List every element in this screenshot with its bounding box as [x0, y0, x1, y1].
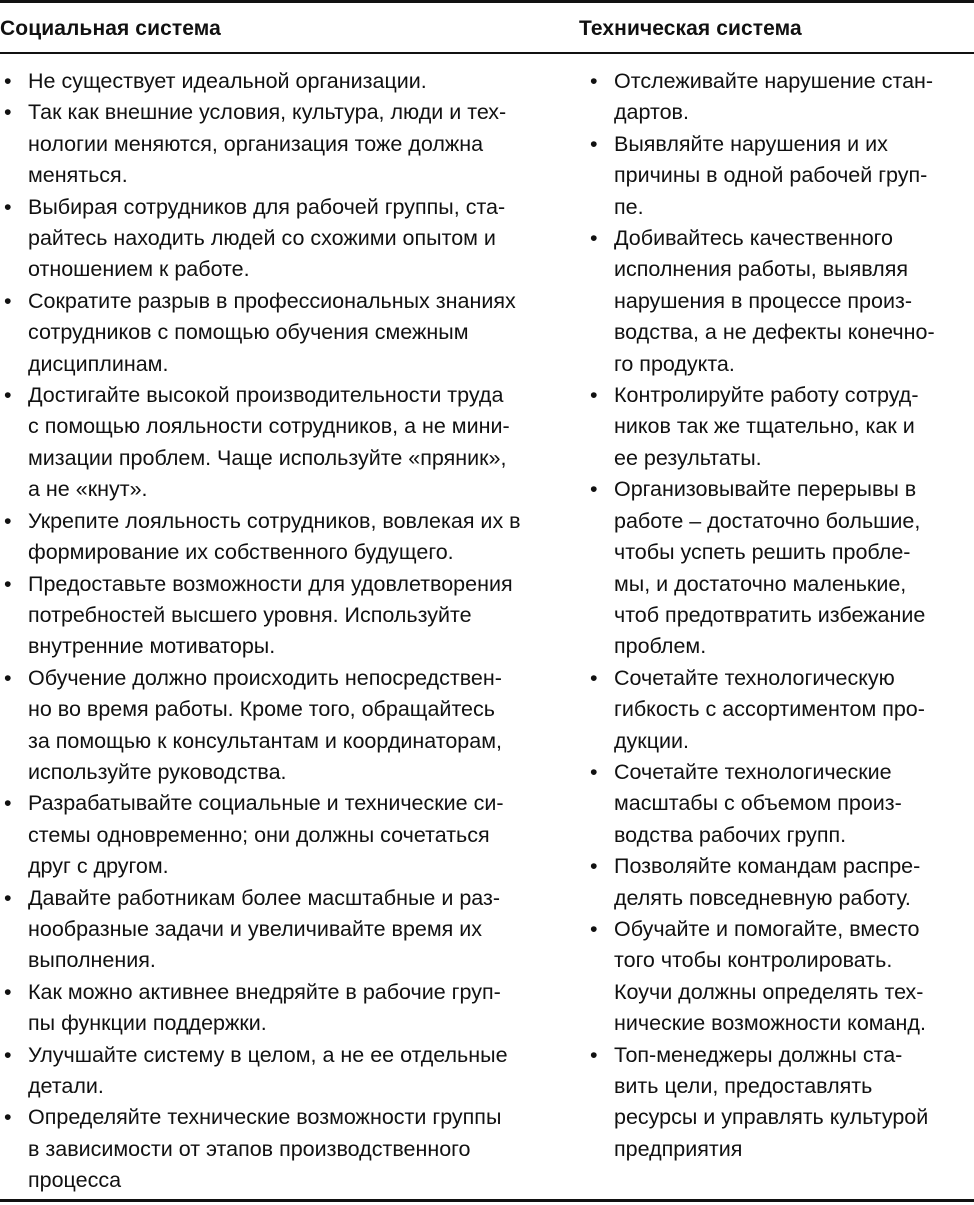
- bullet-icon: •: [4, 383, 12, 408]
- technical-list-item-text: Топ-менеджеры должны ста- вить цели, предоставлять ресурсы и управлять культурой предприятия: [614, 1042, 929, 1161]
- technical-list-item: [586, 380, 974, 474]
- table-top-rule: [0, 0, 974, 3]
- social-list-item: [0, 66, 578, 97]
- bullet-icon: •: [590, 131, 598, 156]
- social-list-item-text: Улучшайте систему в целом, а не ее отдельные детали.: [28, 1042, 508, 1098]
- social-list-item-text: Сократите разрыв в профессиональных знаниях сотрудников с помощью обучения смежным дисциплинам.: [28, 288, 516, 376]
- technical-list-item-text: Отслеживайте нарушение стан- дартов.: [614, 69, 934, 125]
- technical-list-item: [586, 129, 974, 223]
- social-list-item: [0, 569, 578, 663]
- social-list-item: [0, 506, 578, 569]
- social-list-item-text: Как можно активнее внедряйте в рабочие груп- пы функции поддержки.: [28, 979, 501, 1036]
- technical-list-item-text: Обучайте и помогайте, вместо того чтобы контролировать. Коучи должны определять тех- нические возможности команд.: [614, 916, 926, 1036]
- bullet-icon: •: [590, 226, 598, 251]
- table-bottom-rule: [0, 1199, 974, 1202]
- social-list-item-text: Так как внешние условия, культура, люди и тех- нологии меняются, организация тоже должна меняться.: [28, 100, 507, 188]
- social-list-item: [0, 1102, 578, 1196]
- social-list-item-text: Разрабатывайте социальные и технические си- стемы одновременно; они должны сочетаться друг с другом.: [28, 791, 504, 879]
- technical-list-item: [586, 1040, 974, 1166]
- bullet-icon: •: [4, 571, 12, 596]
- technical-list-item-text: Позволяйте командам распре- делять повседневную работу.: [614, 854, 921, 910]
- bullet-icon: •: [590, 854, 598, 879]
- bullet-icon: •: [4, 885, 12, 910]
- social-list-item-text: Не существует идеальной организации.: [28, 69, 427, 93]
- technical-list-item: [586, 851, 974, 914]
- social-list-item: [0, 380, 578, 506]
- header-divider-rule: [0, 52, 974, 54]
- bullet-icon: •: [4, 288, 12, 313]
- social-list-item: [0, 788, 578, 882]
- social-list-item: [0, 1040, 578, 1103]
- technical-list-item: [586, 663, 974, 757]
- social-list-item: [0, 192, 578, 286]
- bullet-icon: •: [4, 194, 12, 219]
- social-list-item: [0, 977, 578, 1040]
- technical-system-list: [586, 66, 974, 1165]
- social-list-item-text: Достигайте высокой производительности труда с помощью лояльности сотрудников, а не мини- мизации проблем. Чаще используйте «пряник», а не «кнут».: [28, 383, 510, 502]
- technical-list-item: [586, 223, 974, 380]
- social-list-item: [0, 663, 578, 789]
- social-system-header: Социальная система: [0, 17, 221, 40]
- technical-list-item: [586, 757, 974, 851]
- bullet-icon: •: [4, 100, 12, 125]
- technical-system-header: Техническая система: [579, 17, 802, 40]
- technical-list-item-text: Контролируйте работу сотруд- ников так же тщательно, как и ее результаты.: [614, 383, 919, 470]
- bullet-icon: •: [4, 1042, 12, 1067]
- technical-list-item: [586, 474, 974, 662]
- bullet-icon: •: [4, 979, 12, 1004]
- social-system-list: [0, 66, 578, 1197]
- bullet-icon: •: [590, 383, 598, 408]
- technical-list-item-text: Выявляйте нарушения и их причины в одной рабочей груп- пе.: [614, 131, 928, 219]
- bullet-icon: •: [590, 759, 598, 784]
- social-list-item-text: Определяйте технические возможности группы в зависимости от этапов производственного процесса: [28, 1105, 502, 1193]
- social-list-item: [0, 883, 578, 977]
- social-list-item-text: Обучение должно происходить непосредствен- но во время работы. Кроме того, обращайтесь за помощью к консультантам и координаторам, используйте руководства.: [28, 665, 502, 784]
- social-list-item-text: Предоставьте возможности для удовлетворения потребностей высшего уровня. Используйте внутренние мотиваторы.: [28, 571, 513, 659]
- bullet-icon: •: [590, 1042, 598, 1067]
- social-list-item: [0, 286, 578, 380]
- bullet-icon: •: [590, 69, 598, 93]
- bullet-icon: •: [590, 665, 598, 690]
- social-list-item-text: Выбирая сотрудников для рабочей группы, ста- райтесь находить людей со схожими опытом и отношением к работе.: [28, 194, 506, 282]
- technical-list-item-text: Организовывайте перерывы в работе – достаточно большие, чтобы успеть решить пробле- мы, и достаточно маленькие, чтоб предотвратить избежание проблем.: [614, 477, 926, 659]
- technical-list-item: [586, 66, 974, 129]
- technical-list-item-text: Добивайтесь качественного исполнения работы, выявляя нарушения в процессе произ- водства, а не дефекты конечно- го продукта.: [614, 226, 935, 376]
- technical-list-item-text: Сочетайте технологическую гибкость с ассортиментом про- дукции.: [614, 665, 925, 753]
- social-list-item-text: Укрепите лояльность сотрудников, вовлекая их в формирование их собственного будущего.: [28, 508, 521, 565]
- bullet-icon: •: [4, 1105, 12, 1130]
- bullet-icon: •: [590, 916, 598, 941]
- social-list-item: [0, 97, 578, 191]
- bullet-icon: •: [4, 69, 12, 93]
- bullet-icon: •: [4, 508, 12, 533]
- bullet-icon: •: [4, 665, 12, 690]
- technical-list-item: [586, 914, 974, 1040]
- social-list-item-text: Давайте работникам более масштабные и раз- нообразные задачи и увеличивайте время их выполнения.: [28, 885, 501, 973]
- bullet-icon: •: [590, 477, 598, 502]
- technical-list-item-text: Сочетайте технологические масштабы с объемом произ- водства рабочих групп.: [614, 759, 902, 847]
- bullet-icon: •: [4, 791, 12, 816]
